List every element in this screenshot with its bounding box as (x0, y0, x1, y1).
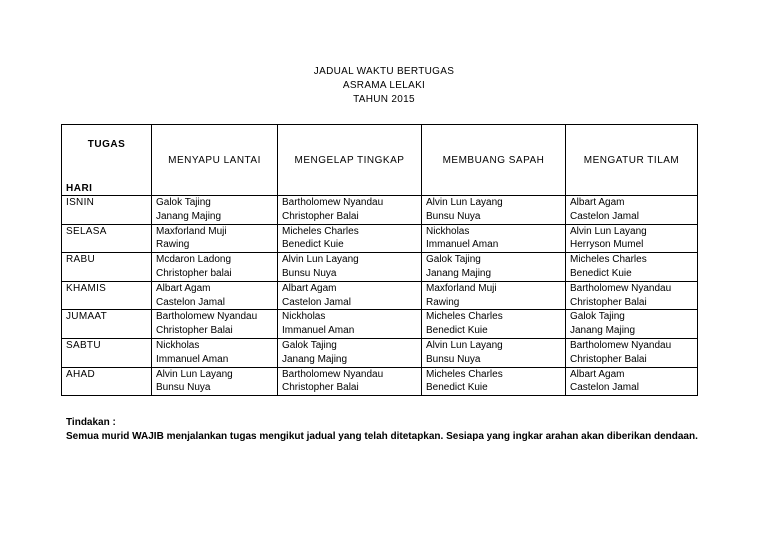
table-row (62, 310, 698, 339)
student-name: Immanuel Aman (282, 325, 355, 337)
student-name: Albart Agam (570, 197, 625, 208)
student-name: Alvin Lun Layang (426, 197, 503, 208)
duty-cell (152, 338, 278, 367)
title-line-2: ASRAMA LELAKI (342, 80, 426, 91)
column-header: MEMBUANG SAPAH (422, 125, 566, 196)
duty-cell (278, 224, 422, 253)
student-name: Nickholas (156, 339, 200, 351)
duty-cell (566, 338, 698, 367)
table-row (62, 253, 698, 282)
duty-cell (278, 196, 422, 225)
day-label: SELASA (62, 224, 152, 253)
student-name: Micheles Charles (426, 311, 503, 323)
student-name: Bartholomew Nyandau (570, 339, 672, 351)
duty-cell (422, 310, 566, 339)
duty-cell (278, 367, 422, 396)
student-name: Rawing (426, 296, 460, 308)
duty-cell (278, 253, 422, 282)
table-row (62, 224, 698, 253)
student-name: Micheles Charles (570, 254, 647, 266)
student-name: Bartholomew Nyandau (282, 197, 384, 208)
column-header: MENGELAP TINGKAP (278, 125, 422, 196)
day-label: SABTU (62, 338, 152, 367)
duty-cell (422, 367, 566, 396)
table-row (62, 367, 698, 396)
student-name: Christopher Balai (570, 353, 647, 365)
duty-cell (422, 338, 566, 367)
student-name: Janang Majing (426, 267, 492, 279)
student-name: Bartholomew Nyandau (570, 282, 672, 294)
student-name: Benedict Kuie (426, 382, 488, 394)
header-row (62, 125, 698, 196)
column-header: MENYAPU LANTAI (152, 125, 278, 196)
column-header: MENGATUR TILAM (566, 125, 698, 196)
notes-body: Semua murid WAJIB menjalankan tugas mengikut jadual yang telah ditetapkan. Sesiapa yang ingkar arahan akan diberikan dendaan. (66, 431, 698, 442)
duty-schedule-table (61, 124, 698, 396)
student-name: Castelon Jamal (282, 296, 351, 308)
student-name: Micheles Charles (282, 225, 359, 237)
student-name: Castelon Jamal (570, 382, 639, 394)
student-name: Albart Agam (156, 282, 211, 294)
duty-cell (566, 367, 698, 396)
student-name: Alvin Lun Layang (570, 225, 647, 237)
student-name: Benedict Kuie (426, 325, 488, 337)
student-name: Benedict Kuie (570, 267, 632, 279)
student-name: Galok Tajing (282, 339, 337, 351)
student-name: Christopher Balai (282, 210, 359, 222)
student-name: Bunsu Nuya (426, 353, 481, 365)
notes-heading: Tindakan : (66, 417, 116, 428)
student-name: Bunsu Nuya (426, 210, 481, 222)
student-name: Galok Tajing (426, 254, 481, 266)
student-name: Christopher Balai (570, 296, 647, 308)
duty-cell (278, 338, 422, 367)
student-name: Bartholomew Nyandau (156, 311, 258, 323)
duty-cell (278, 310, 422, 339)
duty-cell (422, 196, 566, 225)
student-name: Christopher Balai (282, 382, 359, 394)
student-name: Nickholas (282, 311, 326, 323)
student-name: Albart Agam (570, 368, 625, 380)
student-name: Maxforland Muji (156, 225, 227, 237)
day-label: ISNIN (62, 196, 152, 225)
duty-cell (278, 281, 422, 310)
student-name: Castelon Jamal (156, 296, 225, 308)
student-name: Micheles Charles (426, 368, 503, 380)
table-row (62, 281, 698, 310)
student-name: Janang Majing (570, 325, 636, 337)
corner-label-hari: HARI (66, 183, 93, 194)
table-row (62, 196, 698, 225)
student-name: Mcdaron Ladong (156, 254, 232, 266)
student-name: Alvin Lun Layang (282, 254, 359, 266)
student-name: Galok Tajing (570, 311, 625, 323)
duty-cell (566, 224, 698, 253)
student-name: Bartholomew Nyandau (282, 368, 384, 380)
student-name: Nickholas (426, 225, 470, 237)
student-name: Janang Majing (156, 210, 222, 222)
duty-cell (422, 224, 566, 253)
corner-label-tugas: TUGAS (87, 139, 126, 150)
student-name: Christopher Balai (156, 325, 233, 337)
duty-cell (422, 253, 566, 282)
student-name: Galok Tajing (156, 197, 211, 208)
student-name: Immanuel Aman (156, 353, 229, 365)
student-name: Benedict Kuie (282, 239, 344, 251)
student-name: Herryson Mumel (570, 239, 644, 251)
duty-cell (152, 224, 278, 253)
notes-section (66, 416, 700, 444)
student-name: Christopher balai (156, 267, 232, 279)
duty-cell (152, 281, 278, 310)
student-name: Janang Majing (282, 353, 348, 365)
document-title (0, 65, 768, 107)
student-name: Maxforland Muji (426, 282, 497, 294)
day-label: KHAMIS (62, 281, 152, 310)
title-line-1: JADUAL WAKTU BERTUGAS (313, 66, 455, 77)
duty-cell (152, 196, 278, 225)
day-label: RABU (62, 253, 152, 282)
day-label: AHAD (62, 367, 152, 396)
duty-cell (152, 310, 278, 339)
student-name: Alvin Lun Layang (156, 368, 233, 380)
student-name: Rawing (156, 239, 190, 251)
duty-cell (152, 367, 278, 396)
duty-cell (566, 196, 698, 225)
corner-cell (62, 125, 152, 196)
day-label: JUMAAT (62, 310, 152, 339)
title-line-3: TAHUN 2015 (353, 94, 415, 105)
duty-cell (566, 281, 698, 310)
student-name: Immanuel Aman (426, 239, 499, 251)
student-name: Alvin Lun Layang (426, 339, 503, 351)
duty-cell (422, 281, 566, 310)
table-row (62, 338, 698, 367)
duty-cell (566, 310, 698, 339)
student-name: Bunsu Nuya (282, 267, 337, 279)
duty-cell (566, 253, 698, 282)
student-name: Albart Agam (282, 282, 337, 294)
student-name: Castelon Jamal (570, 210, 639, 222)
student-name: Bunsu Nuya (156, 382, 211, 394)
duty-cell (152, 253, 278, 282)
